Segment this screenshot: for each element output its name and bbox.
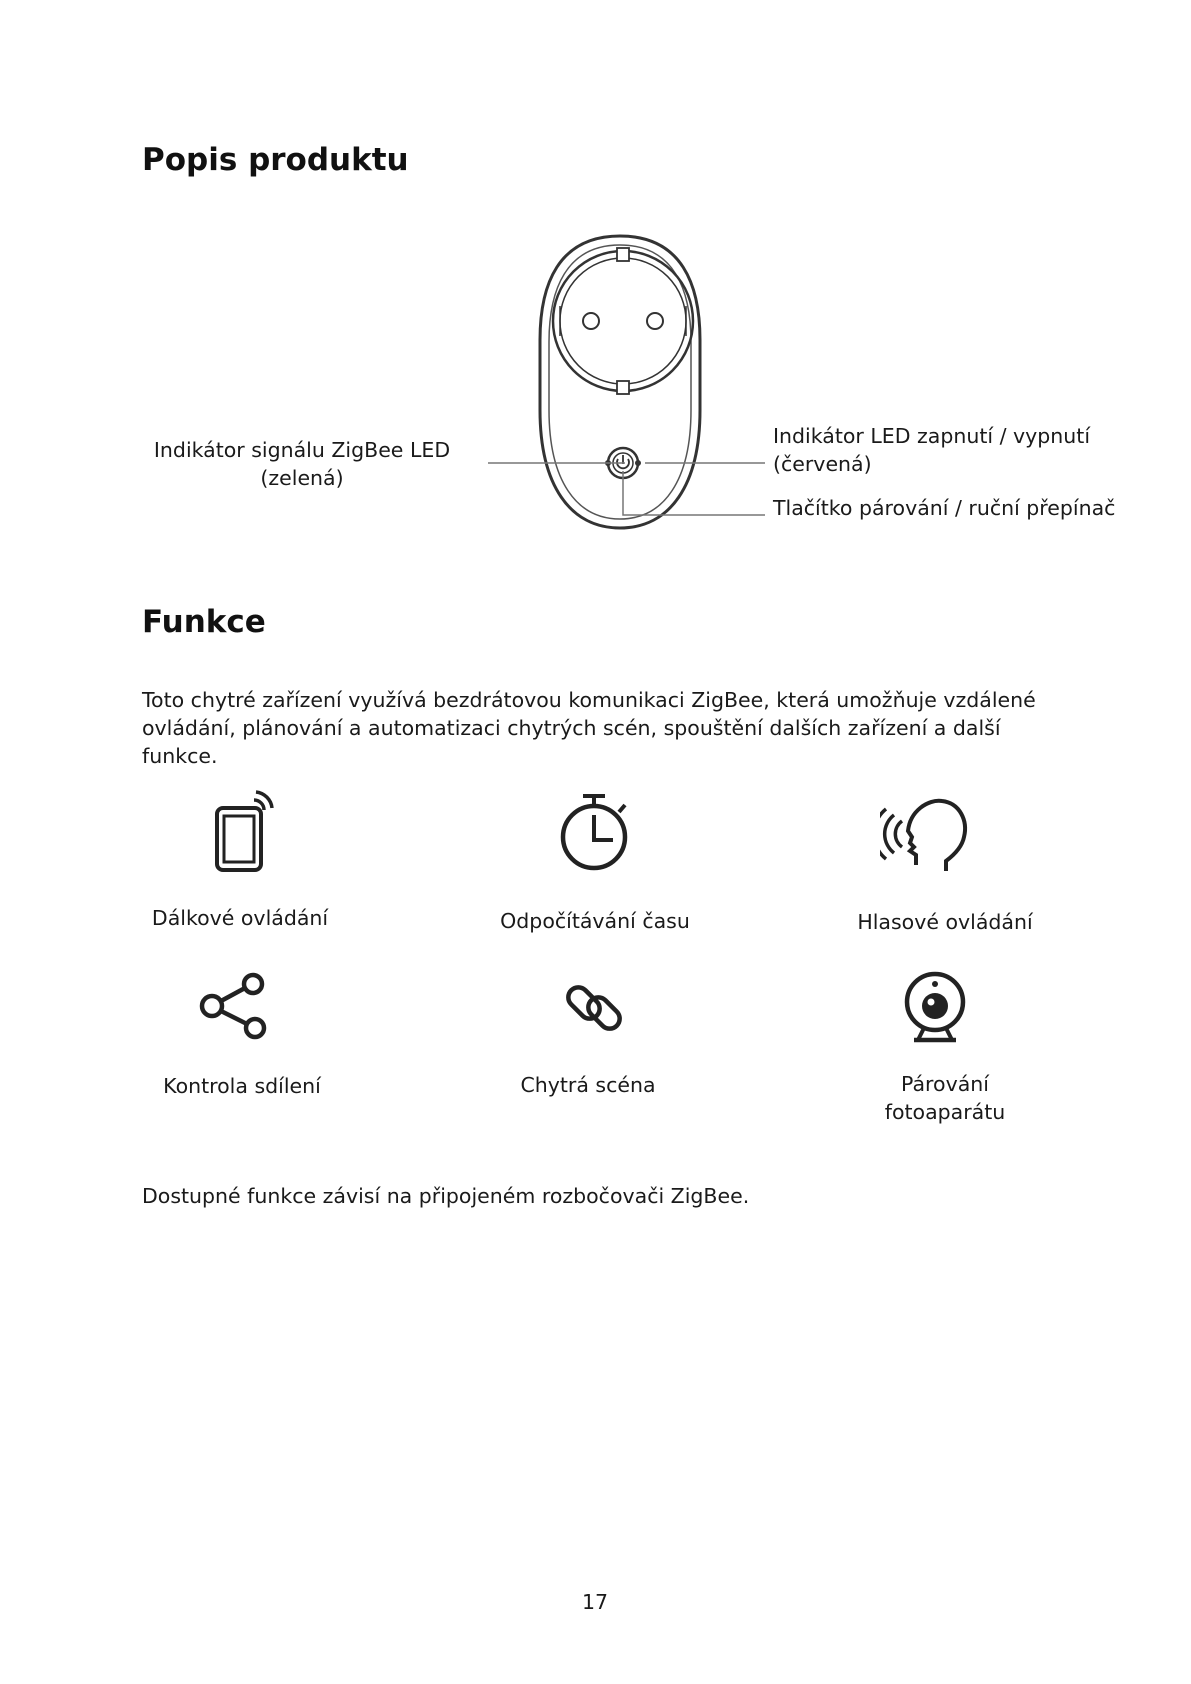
voice-head-icon xyxy=(880,795,970,871)
feature-label-sharing-control: Kontrola sdílení xyxy=(163,1074,321,1098)
feature-label-remote-control: Dálkové ovládání xyxy=(151,906,329,930)
features-heading: Funkce xyxy=(142,604,266,640)
zigbee-led-label xyxy=(152,436,452,492)
features-description xyxy=(142,686,1092,770)
feature-label-voice-control: Hlasové ovládání xyxy=(857,910,1033,934)
description-line: Toto chytré zařízení využívá bezdrátovou komunikaci ZigBee, která umožňuje vzdálené xyxy=(142,688,1036,712)
power-led-label-color: (červená) xyxy=(773,452,872,476)
stopwatch-icon xyxy=(555,790,635,872)
zigbee-led-label-color: (zelená) xyxy=(260,466,344,490)
power-led-label xyxy=(773,422,1090,478)
feature-label-camera-pairing xyxy=(815,1070,1075,1126)
share-icon xyxy=(198,972,270,1040)
pairing-button-label: Tlačítko párování / ruční přepínač xyxy=(773,496,1116,520)
availability-note: Dostupné funkce závisí na připojeném rozbočovači ZigBee. xyxy=(142,1184,750,1208)
feature-label-camera-pairing-line: fotoaparátu xyxy=(884,1100,1006,1124)
feature-label-smart-scene: Chytrá scéna xyxy=(520,1073,656,1097)
socket-outer-ring xyxy=(553,251,693,391)
feature-label-countdown: Odpočítávání času xyxy=(500,909,690,933)
power-led-label-text: Indikátor LED zapnutí / vypnutí xyxy=(773,424,1091,448)
link-icon xyxy=(562,975,628,1041)
page-number: 17 xyxy=(581,1590,609,1614)
socket-pin-hole xyxy=(647,313,663,329)
phone-signal-icon xyxy=(210,788,280,874)
feature-label-camera-pairing-line: Párování xyxy=(901,1072,989,1096)
description-line: ovládání, plánování a automatizaci chytrých scén, spouštění dalších zařízení a další xyxy=(142,716,1001,740)
webcam-icon xyxy=(900,970,970,1044)
socket-pin-hole xyxy=(583,313,599,329)
product-heading: Popis produktu xyxy=(142,142,409,178)
leader-lines xyxy=(480,455,770,520)
zigbee-led-label-text: Indikátor signálu ZigBee LED xyxy=(153,438,451,462)
description-line: funkce. xyxy=(142,744,218,768)
